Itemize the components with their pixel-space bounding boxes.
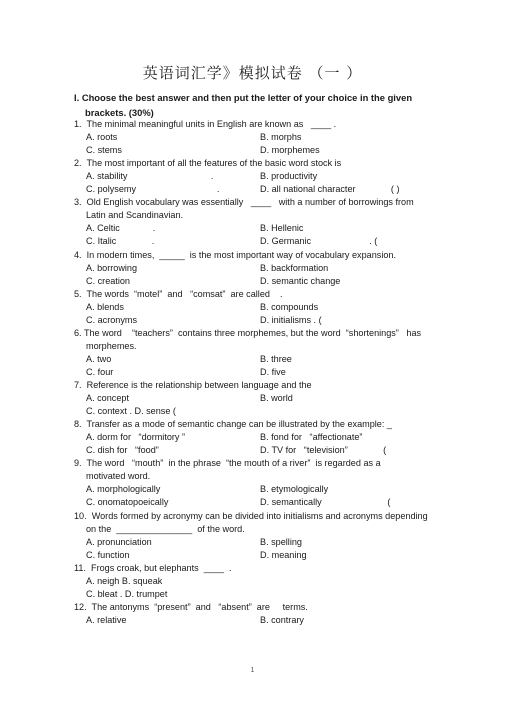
question-2-stem: 2. The most important of all the features of the basic word stock is [74, 158, 342, 169]
question-2-option: B. productivity [260, 171, 318, 182]
section-heading-line-2: brackets. (30%) [85, 107, 154, 118]
question-7-stem: 7. Reference is the relationship between language and the [74, 380, 312, 390]
question-6-stem: morphemes. [86, 340, 137, 351]
question-12-stem: 12. The antonyms “present” and “absent” are terms. [74, 601, 308, 612]
question-6-option: B. three [260, 353, 292, 364]
question-9-option: D. semantically ( [260, 497, 391, 508]
question-8-option: D. TV for “television” ( [260, 445, 387, 456]
question-6-stem: 6. The word “teachers” contains three morphemes, but the word “shortenings” has [74, 327, 422, 338]
question-6-option: C. four [86, 366, 114, 377]
question-8-stem: 8. Transfer as a mode of semantic change can be illustrated by the example: _ [74, 419, 392, 430]
question-5-option: C. acronyms [86, 314, 138, 325]
question-9-option: A. morphologically [86, 484, 161, 495]
page-number: 1 [250, 667, 255, 674]
question-10-option: A. pronunciation [86, 536, 152, 547]
question-4-option: A. borrowing [86, 262, 138, 273]
question-4-option: B. backformation [260, 262, 329, 273]
question-11-option: A. neigh B. squeak [86, 575, 163, 586]
question-1-option: B. morphs [260, 132, 302, 143]
question-3-option: D. Germanic . ( [260, 236, 378, 247]
question-10-option: B. spelling [260, 536, 302, 547]
question-1-option: C. stems [86, 145, 122, 156]
question-6-option: D. five [260, 366, 286, 377]
question-12-option: B. contrary [260, 614, 304, 625]
question-9-option: C. onomatopoeically [86, 497, 169, 508]
question-9-option: B. etymologically [260, 484, 329, 495]
question-1-option: D. morphemes [260, 145, 320, 156]
question-2-option: D. all national character ( ) [260, 184, 400, 195]
question-10-stem: on the _______________ of the word. [86, 523, 245, 534]
question-11-option: C. bleat . D. trumpet [86, 588, 168, 599]
question-9-stem: motivated word. [86, 471, 151, 482]
question-1-option: A. roots [86, 132, 118, 143]
question-7-option: C. context . D. sense ( [86, 406, 176, 417]
question-1-stem: 1. The minimal meaningful units in English are known as ____ . [74, 119, 337, 129]
question-5-stem: 5. The words “motel” and “comsat” are called . [74, 288, 283, 299]
question-8-option: C. dish for “food” [86, 445, 159, 456]
question-10-option: C. function [86, 549, 130, 560]
question-2-option: A. stability . [86, 171, 214, 182]
question-3-stem: Latin and Scandinavian. [86, 210, 184, 221]
question-10-option: D. meaning [260, 549, 307, 560]
question-11-stem: 11. Frogs croak, but elephants ____ . [74, 562, 232, 573]
question-4-option: C. creation [86, 275, 130, 286]
section-heading [74, 90, 434, 120]
question-3-option: C. Italic . [86, 236, 155, 247]
question-3-option: A. Celtic . [86, 223, 156, 234]
question-2-option: C. polysemy . [86, 184, 220, 195]
question-4-stem: 4. In modern times, _____ is the most important way of vocabulary expansion. [74, 249, 396, 260]
question-5-option: B. compounds [260, 301, 319, 312]
question-12-option: A. relative [86, 614, 127, 625]
question-3-option: B. Hellenic [260, 223, 304, 234]
question-8-option: B. fond for “affectionate” [260, 432, 363, 443]
question-8-option: A. dorm for “dormitory ” [86, 432, 186, 443]
section-heading-line-1: I. Choose the best answer and then put the letter of your choice in the given [74, 92, 413, 103]
question-4-option: D. semantic change [260, 275, 341, 286]
question-10-stem: 10. Words formed by acronymy can be divided into initialisms and acronyms depending [74, 510, 428, 521]
question-3-stem: 3. Old English vocabulary was essentially ____ with a number of borrowings from [74, 197, 414, 208]
question-6-option: A. two [86, 353, 112, 364]
exam-title: 英语词汇学》模拟试卷 （一 ） [142, 64, 363, 82]
question-9-stem: 9. The word “mouth” in the phrase “the mouth of a river” is regarded as a [74, 458, 381, 469]
question-5-option: A. blends [86, 301, 124, 312]
question-5-option: D. initialisms . ( [260, 314, 322, 325]
question-7-option: B. world [260, 393, 293, 404]
question-7-option: A. concept [86, 393, 129, 404]
